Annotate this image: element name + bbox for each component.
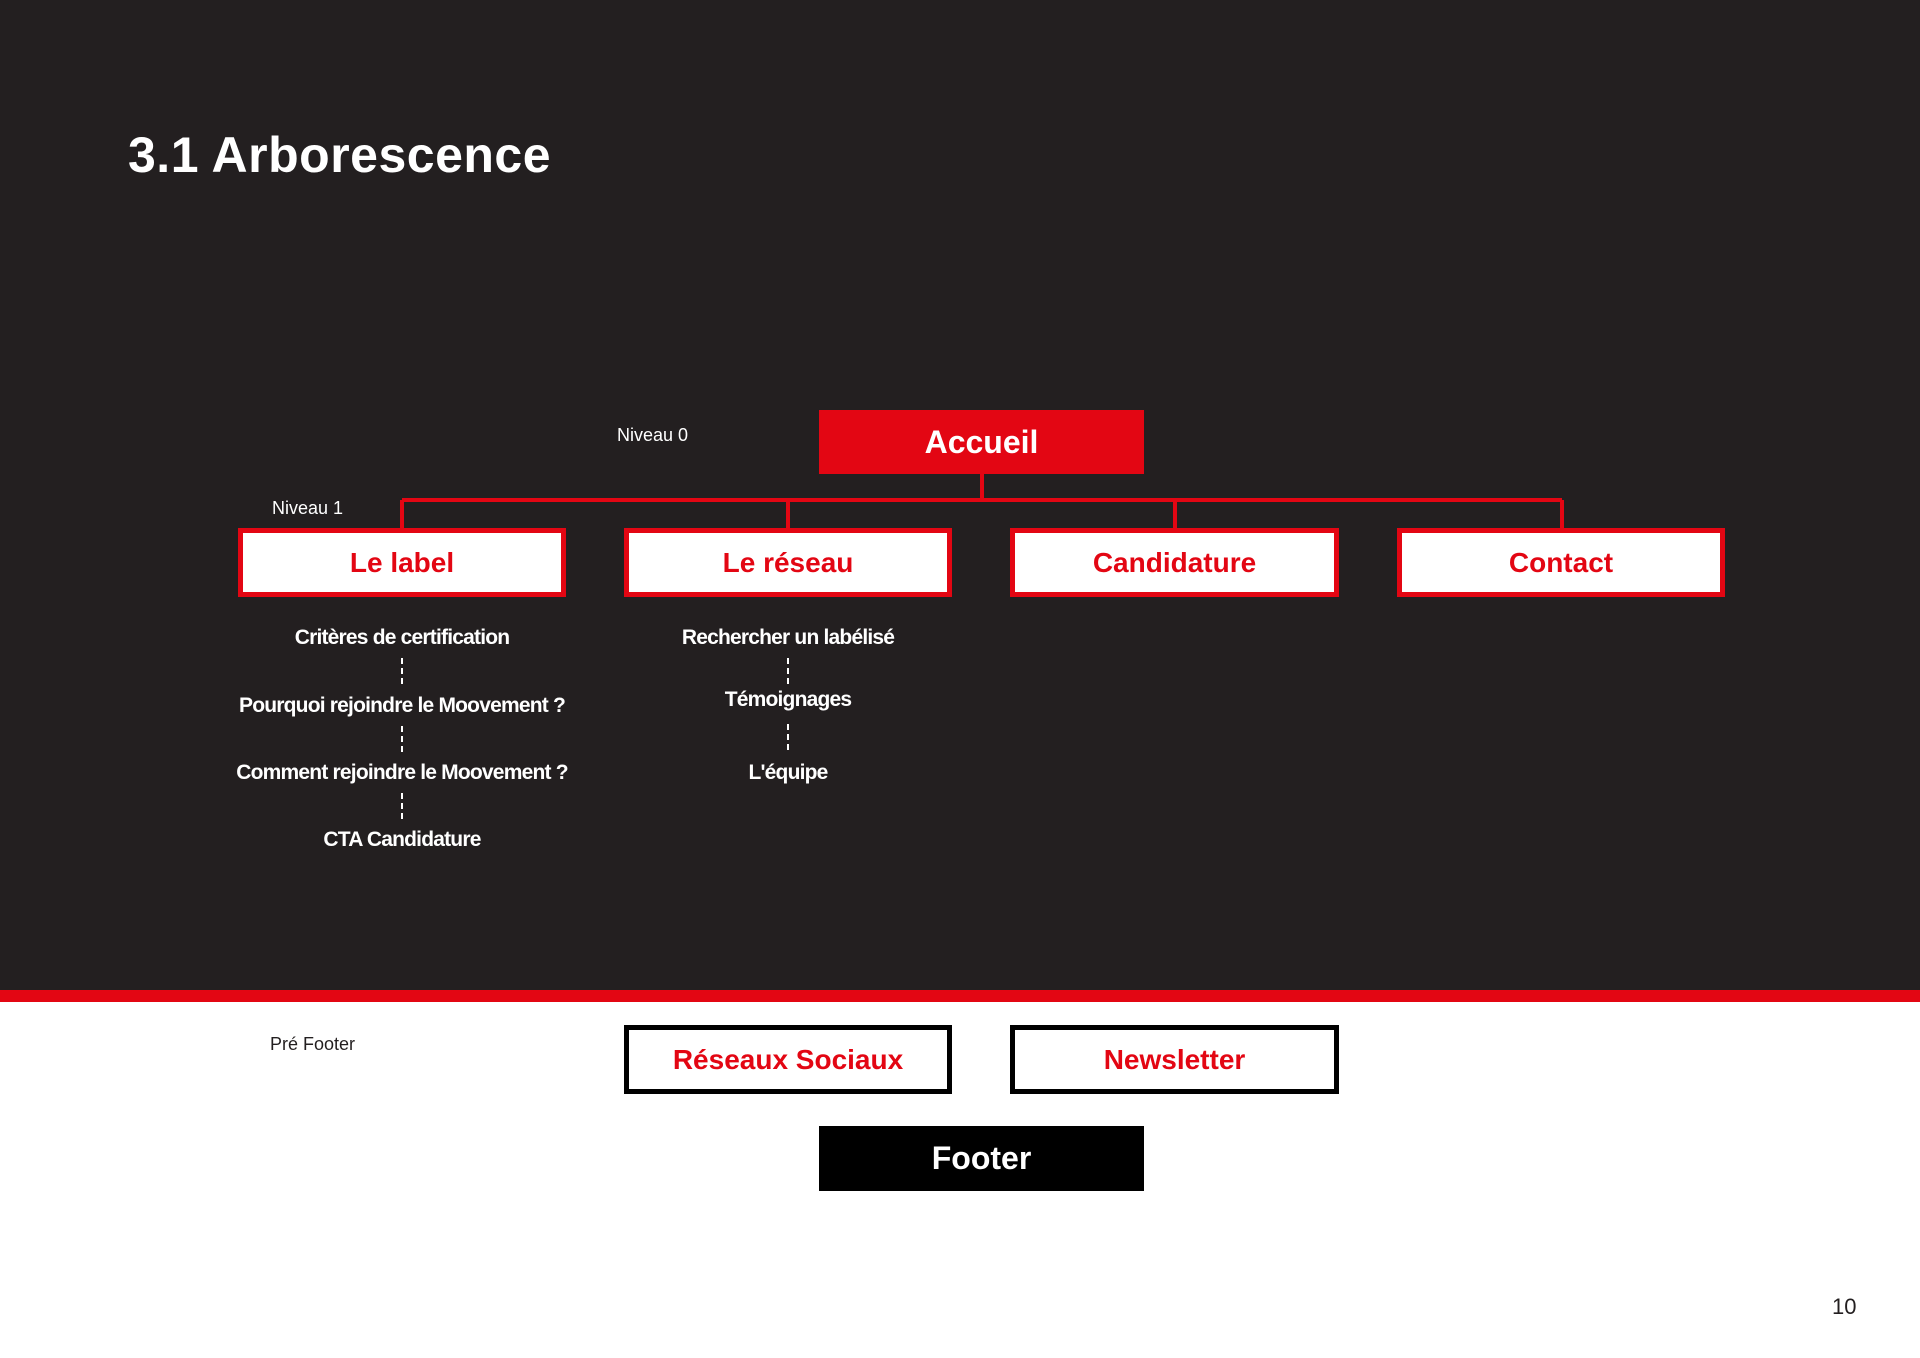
node-footer: Footer [819,1126,1144,1191]
pre-footer-label: Pré Footer [270,1034,356,1054]
sub-item-temoignages: Témoignages [724,688,852,711]
sub-item-criteres: Critères de certification [294,626,510,649]
sub-item-comment: Comment rejoindre le Moovement ? [236,761,568,784]
sub-item-rechercher: Rechercher un labélisé [681,626,895,649]
node-reseaux-sociaux: Réseaux Sociaux [624,1025,952,1094]
sub-item-cta-candidature: CTA Candidature [323,828,481,851]
node-accueil: Accueil [819,410,1144,474]
sub-item-equipe: L'équipe [748,761,828,784]
node-le-label: Le label [238,528,566,597]
page-number: 10 [1832,1294,1857,1319]
level-1-label: Niveau 1 [272,498,344,518]
node-newsletter: Newsletter [1010,1025,1339,1094]
node-le-reseau: Le réseau [624,528,952,597]
node-contact: Contact [1397,528,1725,597]
level-0-label: Niveau 0 [617,425,689,445]
node-candidature: Candidature [1010,528,1339,597]
page-title: 3.1 Arborescence [128,127,552,183]
sub-item-pourquoi: Pourquoi rejoindre le Moovement ? [239,694,565,717]
